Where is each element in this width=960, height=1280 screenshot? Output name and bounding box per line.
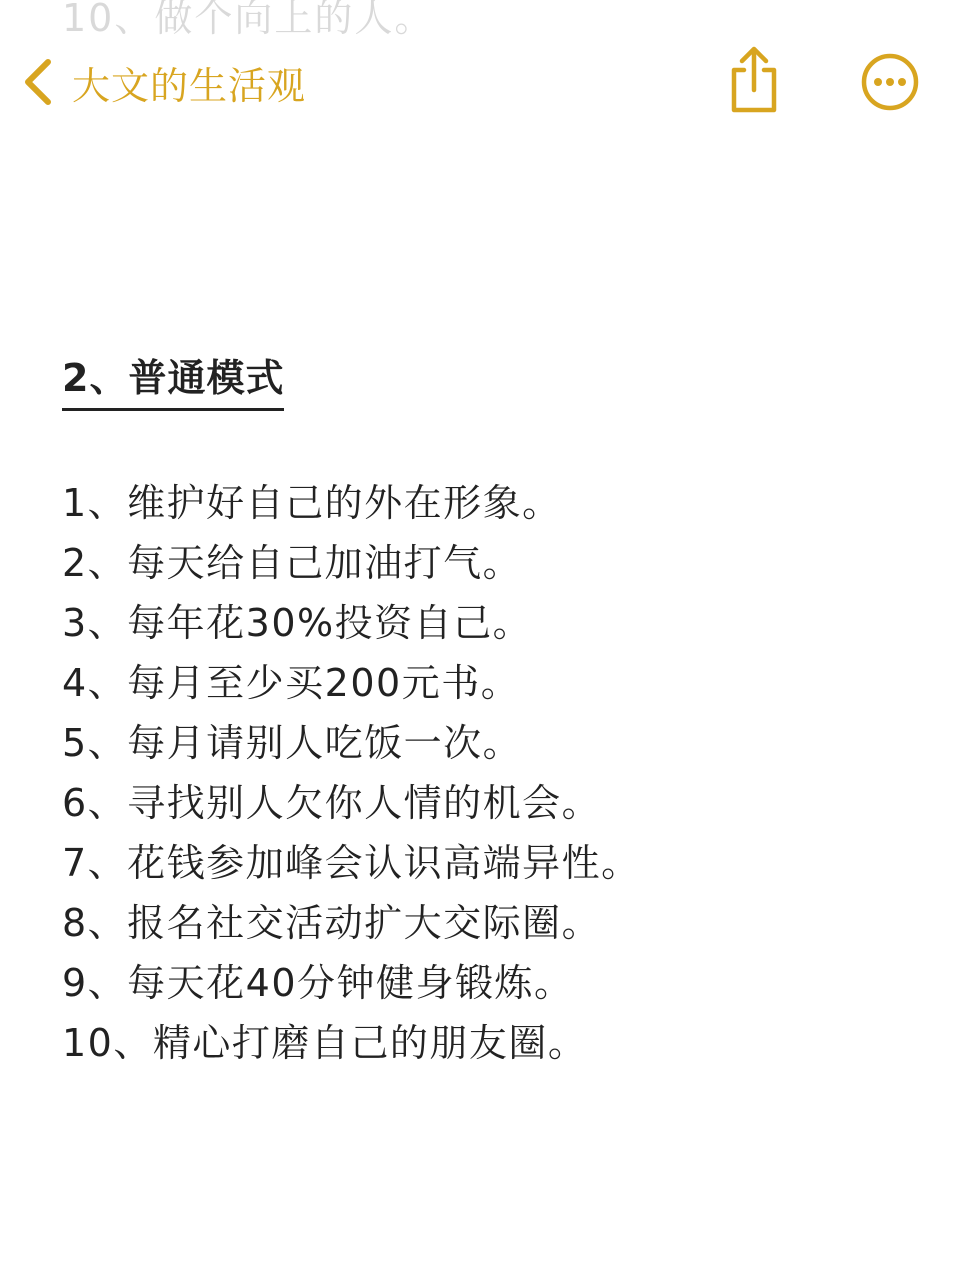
share-icon — [724, 44, 784, 116]
list-item: 10、精心打磨自己的朋友圈。 — [62, 1021, 588, 1065]
previous-note-line: 10、做个向上的人。 — [62, 0, 435, 40]
list-item: 5、每月请别人吃饭一次。 — [62, 721, 523, 765]
list-item: 6、寻找别人欠你人情的机会。 — [62, 781, 602, 825]
list-item: 3、每年花30%投资自己。 — [62, 601, 533, 645]
list-item: 7、花钱参加峰会认识高端异性。 — [62, 841, 641, 885]
chevron-left-icon — [18, 54, 58, 110]
section-heading: 2、普通模式 — [62, 350, 284, 411]
list-item: 9、每天花40分钟健身锻炼。 — [62, 961, 574, 1005]
list-item: 4、每月至少买200元书。 — [62, 661, 521, 705]
item-list — [62, 473, 922, 1073]
list-item: 2、每天给自己加油打气。 — [62, 541, 523, 585]
list-item: 8、报名社交活动扩大交际圈。 — [62, 901, 602, 945]
more-button[interactable] — [860, 52, 920, 112]
list-item: 1、维护好自己的外在形象。 — [62, 481, 562, 525]
note-body[interactable] — [62, 350, 922, 1073]
share-button[interactable] — [724, 44, 784, 116]
navigation-bar — [0, 40, 960, 124]
ellipsis-circle-icon — [860, 52, 920, 112]
back-button[interactable] — [18, 40, 306, 124]
back-label: 大文的生活观 — [72, 63, 307, 108]
